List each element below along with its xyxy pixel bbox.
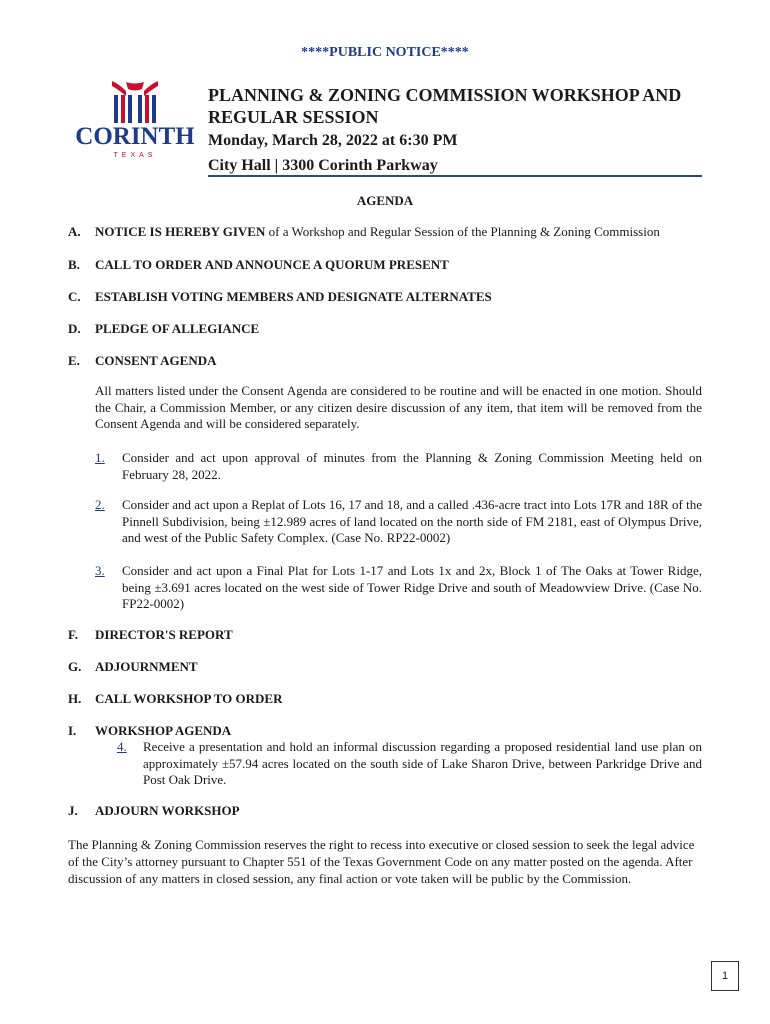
closing-statement: The Planning & Zoning Commission reserves the right to recess into executive or closed session to seek the legal advice of the City’s attorney pursuant to Chapter 551 of the Texas Government Code on any matter posted on the agenda. After discussion of any matters in closed session, any final action or vote taken will be public by the Commission. bbox=[68, 837, 695, 886]
section-a-text: of a Workshop and Regular Session of the Planning & Zoning Commission bbox=[265, 224, 660, 239]
section-b-title: CALL TO ORDER AND ANNOUNCE A QUORUM PRESENT bbox=[95, 257, 449, 272]
agenda-heading: AGENDA bbox=[356, 193, 414, 208]
section-letter: J. bbox=[68, 803, 78, 818]
corinth-logo bbox=[76, 78, 194, 160]
public-notice-heading: ****PUBLIC NOTICE**** bbox=[301, 45, 469, 60]
meeting-date: Monday, March 28, 2022 at 6:30 PM bbox=[208, 132, 458, 149]
section-f-title: DIRECTOR'S REPORT bbox=[95, 627, 233, 642]
section-g-title: ADJOURNMENT bbox=[95, 659, 198, 674]
section-a-title: NOTICE IS HEREBY GIVEN bbox=[95, 224, 266, 239]
item-text: Consider and act upon a Replat of Lots 16, 17 and 18, and a called .436-acre tract into Lots 17R and 18R of the Pinnell Subdivision, being ±12.989 acres of land located on the north side of FM 2181, east of Olympus Drive, and west of the Public Safety Complex. (Case No. RP22-0002) bbox=[122, 497, 702, 545]
item-text: Consider and act upon approval of minutes from the Planning & Zoning Commission Meeting held on February 28, 2022. bbox=[122, 450, 702, 482]
section-j-title: ADJOURN WORKSHOP bbox=[95, 803, 240, 818]
meeting-title: PLANNING & ZONING COMMISSION WORKSHOP AND REGULAR SESSION bbox=[208, 85, 682, 127]
section-h-title: CALL WORKSHOP TO ORDER bbox=[95, 691, 283, 706]
section-letter: C. bbox=[68, 289, 81, 304]
header-divider bbox=[208, 175, 702, 177]
section-letter: A. bbox=[68, 224, 81, 239]
item-text: Consider and act upon a Final Plat for Lots 1-17 and Lots 1x and 2x, Block 1 of The Oaks at Tower Ridge, being ±3.691 acres located on the west side of Tower Ridge Drive and south of Meadowview Drive. (Case No. FP22-0002) bbox=[122, 563, 702, 611]
item-link-3[interactable]: 3. bbox=[95, 563, 105, 578]
item-text: Receive a presentation and hold an informal discussion regarding a proposed residential land use plan on approximately ±57.94 acres located on the south side of Lake Sharon Drive, between Parkridge Drive and Post Oak Drive. bbox=[143, 739, 702, 787]
page-number: 1 bbox=[711, 961, 739, 991]
section-e-title: CONSENT AGENDA bbox=[95, 353, 217, 368]
consent-intro: All matters listed under the Consent Agenda are considered to be routine and will be enacted in one motion. Should the Chair, a Commission Member, or any citizen desire discussion of any item, that item will be removed from the Consent Agenda and will be considered separately. bbox=[95, 383, 702, 431]
section-letter: B. bbox=[68, 257, 80, 272]
item-link-4[interactable]: 4. bbox=[117, 739, 127, 754]
consent-item-1 bbox=[95, 450, 702, 483]
section-letter: I. bbox=[68, 723, 77, 738]
section-letter: H. bbox=[68, 691, 82, 706]
section-c-title: ESTABLISH VOTING MEMBERS AND DESIGNATE ALTERNATES bbox=[95, 289, 492, 304]
logo-wordmark: CORINTH bbox=[76, 123, 194, 150]
meeting-location: City Hall | 3300 Corinth Parkway bbox=[208, 157, 438, 174]
section-letter: E. bbox=[68, 353, 80, 368]
section-letter: G. bbox=[68, 659, 82, 674]
consent-item-3 bbox=[95, 563, 702, 613]
section-i-title: WORKSHOP AGENDA bbox=[95, 723, 232, 738]
item-link-2[interactable]: 2. bbox=[95, 497, 105, 512]
logo-state: TEXAS bbox=[113, 152, 157, 159]
item-link-1[interactable]: 1. bbox=[95, 450, 105, 465]
consent-item-2 bbox=[95, 497, 702, 547]
section-letter: D. bbox=[68, 321, 81, 336]
section-letter: F. bbox=[68, 627, 78, 642]
workshop-item-4 bbox=[117, 739, 702, 789]
section-d-title: PLEDGE OF ALLEGIANCE bbox=[95, 321, 260, 336]
